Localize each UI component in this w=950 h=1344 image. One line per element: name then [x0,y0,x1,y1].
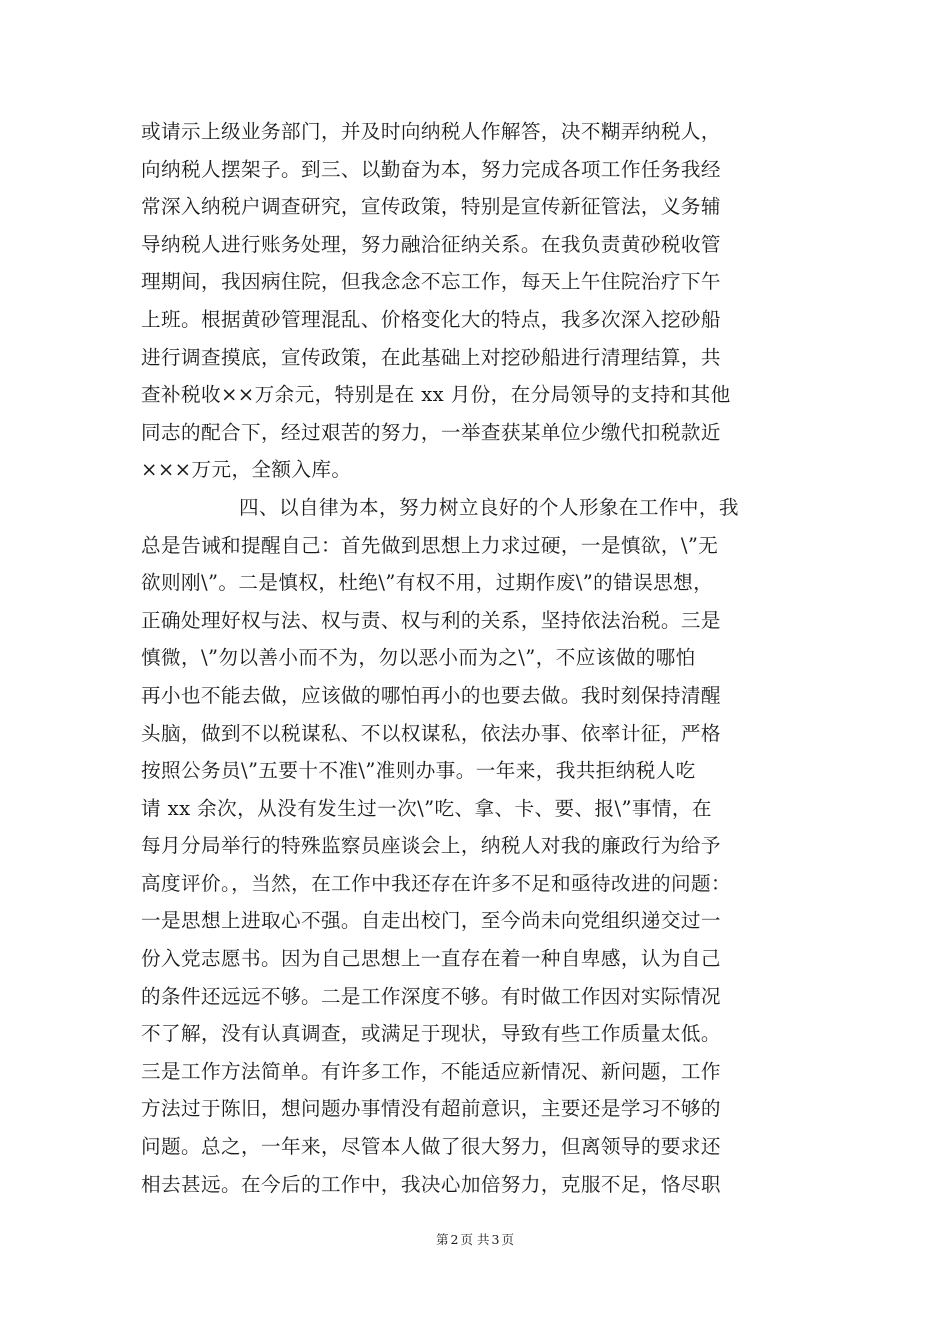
text-line: 不了解，没有认真调查，或满足于现状，导致有些工作质量太低。 [141,1022,721,1046]
text-line: 份入党志愿书。因为自己思想上一直存在着一种自卑感，认为自己 [141,947,721,971]
paragraph-start-line: 四、以自律为本，努力树立良好的个人形象在工作中，我 [239,495,739,519]
text-line: 按照公务员\”五要十不准\”准则办事。一年来，我共拒纳税人吃 [141,759,696,783]
footer-mid: 页 共 [460,1232,490,1247]
text-line: 的条件还远远不够。二是工作深度不够。有时做工作因对实际情况 [141,984,721,1008]
text-line: 慎微，\”勿以善小而不为，勿以恶小而为之\”，不应该做的哪怕 [141,646,696,670]
footer-prefix: 第 [436,1232,449,1247]
text-line: 同志的配合下，经过艰苦的努力，一举查获某单位少缴代扣税款近 [141,420,721,444]
text-line: 三是工作方法简单。有许多工作，不能适应新情况、新问题，工作 [141,1059,721,1083]
text-line: 或请示上级业务部门，并及时向纳税人作解答，决不糊弄纳税人， [141,120,721,143]
text-line: 每月分局举行的特殊监察员座谈会上，纳税人对我的廉政行为给予 [141,834,721,858]
text-line: 进行调查摸底，宣传政策，在此基础上对挖砂船进行清理结算，共 [141,345,721,369]
text-line: 上班。根据黄砂管理混乱、价格变化大的特点，我多次深入挖砂船 [141,307,721,331]
text-line: 方法过于陈旧，想问题办事情没有超前意识，主要还是学习不够的 [141,1097,721,1121]
text-line: 常深入纳税户调查研究，宣传政策，特别是宣传新征管法，义务辅 [141,195,721,219]
text-line: 请 xx 余次，从没有发生过一次\”吃、拿、卡、要、报\”事情，在 [141,796,712,820]
text-line: 导纳税人进行账务处理，努力融洽征纳关系。在我负责黄砂税收管 [141,232,721,256]
page-footer [0,1230,950,1248]
text-line: 问题。总之，一年来，尽管本人做了很大努力，但离领导的要求还 [141,1135,721,1159]
text-line: 头脑，做到不以税谋私、不以权谋私，依法办事、依率计征，严格 [141,721,721,745]
text-line: 向纳税人摆架子。到三、以勤奋为本，努力完成各项工作任务我经 [141,157,721,181]
text-line: 欲则刚\”。二是慎权，杜绝\”有权不用，过期作废\”的错误思想， [141,571,714,595]
text-line: 高度评价。，当然，在工作中我还存在许多不足和亟待改进的问题： [141,871,732,895]
text-line: 查补税收××万余元，特别是在 xx 月份，在分局领导的支持和其他 [141,383,731,407]
text-line: 理期间，我因病住院，但我念念不忘工作，每天上午住院治疗下午 [141,270,721,294]
text-line: ×××万元，全额入库。 [141,458,352,482]
text-line: 总是告诫和提醒自己：首先做到思想上力求过硬，一是慎欲，\”无 [141,533,719,557]
footer-suffix: 页 [501,1232,514,1247]
current-page-number: 2 [450,1232,459,1247]
text-line: 再小也不能去做，应该做的哪怕再小的也要去做。我时刻保持清醒 [141,683,721,707]
text-line: 相去甚远。在今后的工作中，我决心加倍努力，克服不足，恪尽职 [141,1172,721,1196]
text-line: 正确处理好权与法、权与责、权与利的关系，坚持依法治税。三是 [141,608,721,632]
text-line: 一是思想上进取心不强。自走出校门，至今尚未向党组织递交过一 [141,909,721,933]
total-pages-number: 3 [491,1232,500,1247]
document-body [141,113,811,1203]
